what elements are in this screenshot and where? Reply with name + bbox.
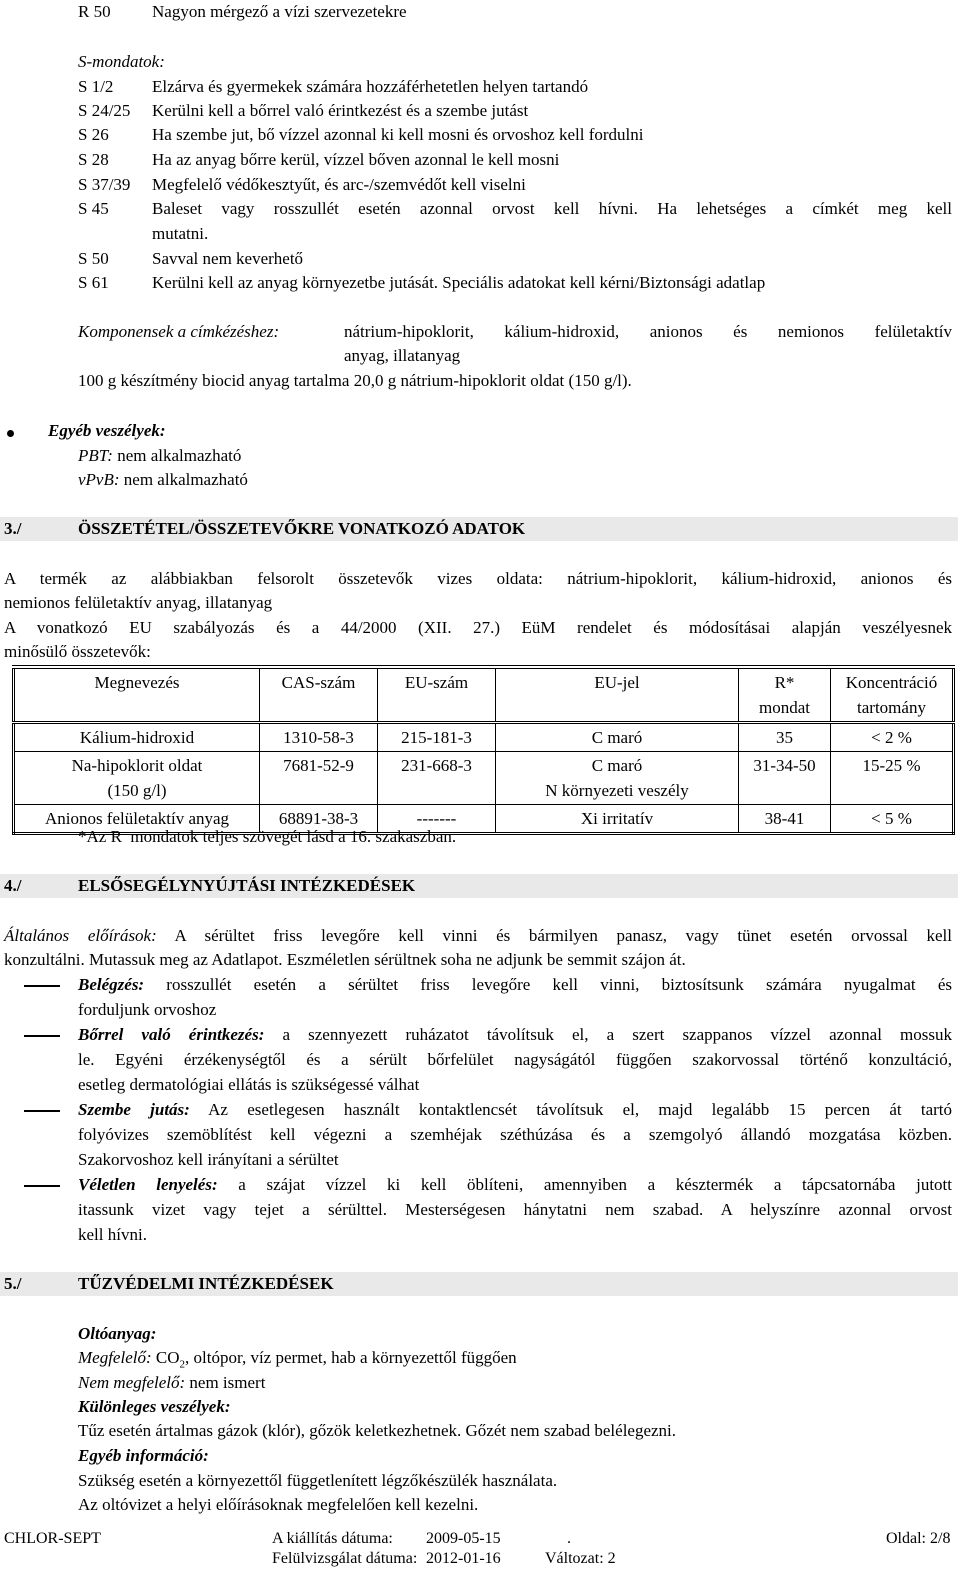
- s-phrase-text: Kerülni kell az anyag környezetbe jutását. Speciális adatokat kell kérni/Biztonsági adatlap: [152, 273, 766, 292]
- s-phrase-code: S 45: [78, 199, 109, 218]
- section5-title: TŰZVÉDELMI INTÉZKEDÉSEK: [78, 1274, 334, 1293]
- unsuitable-line: [78, 1373, 265, 1393]
- table-cell: C maró N környezeti veszély: [496, 752, 739, 805]
- footer-version: Változat: 2: [545, 1550, 616, 1567]
- unsuitable-value: nem ismert: [189, 1373, 266, 1392]
- suitable-co: CO: [155, 1348, 180, 1367]
- footer-page: Oldal: 2/8: [886, 1530, 951, 1547]
- general-text: A sérültet friss levegőre kell vinni és bármilyen panasz, vagy tünet esetén orvossal kell: [174, 926, 952, 945]
- s-phrase-code: S 26: [78, 125, 109, 144]
- s-phrase-text: Megfelelő védőkesztyűt, és arc-/szemvédőt kell viselni: [152, 175, 526, 194]
- section4-number: 4./: [4, 876, 22, 895]
- inhalation-line1: [78, 975, 952, 995]
- s-phrase-code: S 28: [78, 150, 109, 169]
- special-hazards-heading: Különleges veszélyek:: [78, 1397, 231, 1416]
- table-cell: Kálium-hidroxid: [14, 723, 260, 752]
- table-cell: 1310-58-3: [260, 723, 378, 752]
- r-phrase-text: Nagyon mérgező a vízi szervezetekre: [152, 2, 407, 21]
- r-phrase-code: R 50: [78, 2, 111, 21]
- section3-para1-line1: A termék az alábbiakban felsorolt összetevők vizes oldata: nátrium-hipoklorit, kálium-hidroxid, anionos és: [4, 569, 952, 588]
- unsuitable-label: Nem megfelelő:: [78, 1373, 186, 1392]
- ingestion-label: Véletlen lenyelés:: [78, 1175, 218, 1194]
- table-header-cell: Megnevezés: [14, 667, 260, 723]
- table-header-cell: CAS-szám: [260, 667, 378, 723]
- pbt-label: PBT:: [78, 446, 113, 465]
- section4-title: ELSŐSEGÉLYNYÚJTÁSI INTÉZKEDÉSEK: [78, 876, 416, 895]
- inhalation-text: rosszullét esetén a sérültet friss levegőre kell vinni, biztosítsunk számára nyugalmat és: [166, 975, 952, 994]
- s-phrase-text: Ha szembe jut, bő vízzel azonnal ki kell mosni és orvoshoz kell fordulni: [152, 125, 644, 144]
- s-phrases-heading: S-mondatok:: [78, 52, 165, 71]
- general-label: Általános előírások:: [4, 926, 157, 945]
- s-phrase-text: Ha az anyag bőrre kerül, vízzel bőven azonnal le kell mosni: [152, 150, 560, 169]
- dash-icon: [24, 1185, 60, 1187]
- table-cell: 7681-52-9: [260, 752, 378, 805]
- suitable-line: [78, 1348, 517, 1370]
- eye-line3: Szakorvoshoz kell irányítani a sérültet: [78, 1150, 339, 1169]
- table-row: [14, 723, 954, 752]
- bullet-icon: [7, 430, 14, 437]
- section3-para1-line2: nemionos felületaktív anyag, illatanyag: [4, 593, 273, 612]
- vpvb-line: [78, 470, 248, 490]
- biocid-content: 100 g készítmény biocid anyag tartalma 20,0 g nátrium-hipoklorit oldat (150 g/l).: [78, 371, 632, 390]
- footer-review-date: 2012-01-16: [426, 1550, 501, 1567]
- footer-dot: .: [567, 1530, 571, 1547]
- table-cell: 35: [739, 723, 831, 752]
- s-phrase-text: Kerülni kell a bőrrel való érintkezést és a szembe jutást: [152, 101, 529, 120]
- footer-issue-date: 2009-05-15: [426, 1530, 501, 1547]
- special-hazards-text: Tűz esetén ártalmas gázok (klór), gőzök keletkezhetnek. Gőzét nem szabad belélegezni.: [78, 1421, 677, 1440]
- eye-text: Az esetlegesen használt kontaktlencsét távolítsuk el, majd legalább 15 percen át tartó: [208, 1100, 953, 1119]
- general-line1: [4, 926, 952, 946]
- composition-table: [12, 665, 955, 835]
- table-cell: C maró: [496, 723, 739, 752]
- inhalation-line2: forduljunk orvoshoz: [78, 1000, 217, 1019]
- dash-icon: [24, 1110, 60, 1112]
- table-header-cell: EU-jel: [496, 667, 739, 723]
- table-cell: 68891-38-3: [260, 805, 378, 834]
- s-phrase-text: Baleset vagy rosszullét esetén azonnal orvost kell hívni. Ha lehetséges a címkét meg kell: [152, 199, 952, 218]
- table-cell: < 5 %: [831, 805, 954, 834]
- eye-line1: [78, 1100, 952, 1120]
- eye-line2: folyóvizes szemöblítést kell végezni a szemhéjak széthúzása és a szemgolyó állandó mozgatása közben.: [78, 1125, 952, 1144]
- general-line2: konzultálni. Mutassuk meg az Adatlapot. Eszméletlen sérültnek soha ne adjunk be semmit szájon át.: [4, 950, 686, 969]
- suitable-rest: , oltópor, víz permet, hab a környezettől függően: [185, 1348, 517, 1367]
- table-header-row: [14, 667, 954, 723]
- section5-number: 5./: [4, 1274, 22, 1293]
- s-phrase-code: S 1/2: [78, 77, 114, 96]
- suitable-label: Megfelelő:: [78, 1348, 152, 1367]
- components-line1: nátrium-hipoklorit, kálium-hidroxid, anionos és nemionos felületaktív: [344, 322, 952, 341]
- table-cell: 231-668-3: [378, 752, 496, 805]
- suitable-sub: 2: [179, 1358, 186, 1371]
- other-info-line2: Az oltóvizet a helyi előírásoknak megfelelően kell kezelni.: [78, 1495, 479, 1514]
- other-info-heading: Egyéb információ:: [78, 1446, 209, 1465]
- table-cell: 15-25 %: [831, 752, 954, 805]
- skin-line1: [78, 1025, 952, 1045]
- table-cell: < 2 %: [831, 723, 954, 752]
- s-phrase-text-cont: mutatni.: [152, 224, 209, 243]
- table-cell: 215-181-3: [378, 723, 496, 752]
- eye-label: Szembe jutás:: [78, 1100, 190, 1119]
- other-hazards-heading: Egyéb veszélyek:: [48, 421, 166, 440]
- s-phrase-code: S 37/39: [78, 175, 131, 194]
- footer-review-label: Felülvizsgálat dátuma:: [272, 1550, 418, 1567]
- table-header-cell: EU-szám: [378, 667, 496, 723]
- section3-para2-line1: A vonatkozó EU szabályozás és a 44/2000 (XII. 27.) EüM rendelet és módosításai alapján veszélyesnek: [4, 618, 952, 637]
- ingestion-text: a szájat vízzel ki kell öblíteni, amennyiben a késztermék a tápcsatornába jutott: [238, 1175, 953, 1194]
- table-cell: 38-41: [739, 805, 831, 834]
- s-phrase-code: S 61: [78, 273, 109, 292]
- section3-number: 3./: [4, 519, 22, 538]
- vpvb-label: vPvB:: [78, 470, 120, 489]
- section3-title: ÖSSZETÉTEL/ÖSSZETEVŐKRE VONATKOZÓ ADATOK: [78, 519, 526, 538]
- s-phrase-text: Savval nem keverhető: [152, 249, 304, 268]
- s-phrase-text: Elzárva és gyermekek számára hozzáférhetetlen helyen tartandó: [152, 77, 589, 96]
- skin-line2: le. Egyéni érzékenységtől és a sérült bőrfelület nagyságától függően szakorvossal történő konzultáció,: [78, 1050, 952, 1069]
- pbt-value: nem alkalmazható: [117, 446, 242, 465]
- section3-para2-line2: minősülő összetevők:: [4, 642, 151, 661]
- s-phrase-code: S 24/25: [78, 101, 131, 120]
- table-cell: Xi irritatív: [496, 805, 739, 834]
- skin-line3: esetleg dermatológiai ellátás is szükségessé válhat: [78, 1075, 420, 1094]
- footer-issue-label: A kiállítás dátuma:: [272, 1530, 393, 1547]
- skin-label: Bőrrel való érintkezés:: [78, 1025, 265, 1044]
- ingestion-line3: kell hívni.: [78, 1225, 147, 1244]
- dash-icon: [24, 1035, 60, 1037]
- ingestion-line2: itassunk vizet vagy tejet a sérülttel. Mesterségesen hánytatni nem szabad. A helyszínre azonnal orvost: [78, 1200, 952, 1219]
- table-header-cell: Koncentráció tartomány: [831, 667, 954, 723]
- extinguisher-heading: Oltóanyag:: [78, 1324, 157, 1343]
- table-cell: -------: [378, 805, 496, 834]
- ingestion-line1: [78, 1175, 952, 1195]
- table-header-cell: R* mondat: [739, 667, 831, 723]
- table-cell: Na-hipoklorit oldat (150 g/l): [14, 752, 260, 805]
- skin-text: a szennyezett ruházatot távolítsuk el, a szert szappanos vízzel azonnal mossuk: [282, 1025, 953, 1044]
- dash-icon: [24, 985, 60, 987]
- inhalation-label: Belégzés:: [78, 975, 145, 994]
- components-label: Komponensek a címkézéshez:: [78, 322, 280, 341]
- table-footnote: *Az R mondatok teljes szövegét lásd a 16. szakaszban.: [78, 827, 457, 846]
- table-cell: 31-34-50: [739, 752, 831, 805]
- table-cell: Anionos felületaktív anyag: [14, 805, 260, 834]
- components-line2: anyag, illatanyag: [344, 346, 461, 365]
- pbt-line: [78, 446, 241, 466]
- footer-product: CHLOR-SEPT: [4, 1530, 101, 1547]
- vpvb-value: nem alkalmazható: [123, 470, 248, 489]
- s-phrase-code: S 50: [78, 249, 109, 268]
- other-info-line1: Szükség esetén a környezettől függetlenített légzőkészülék használata.: [78, 1471, 558, 1490]
- table-row: [14, 752, 954, 805]
